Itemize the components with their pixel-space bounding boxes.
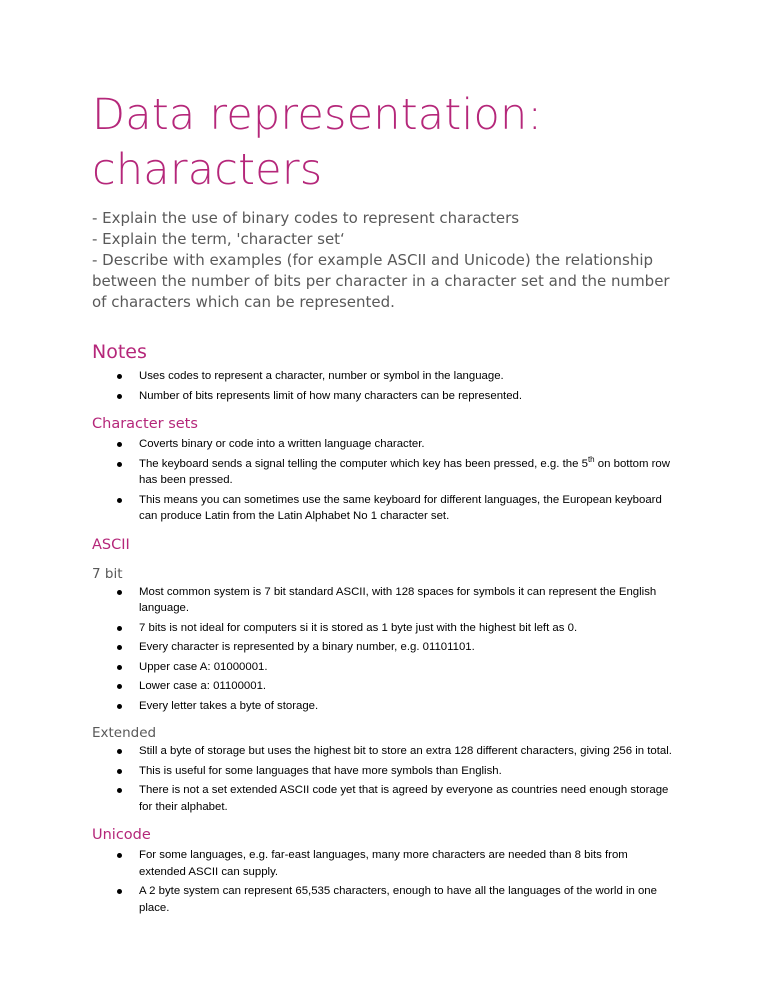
list-item: Most common system is 7 bit standard ASCII, with 128 spaces for symbols it can represent the English language. <box>139 584 680 617</box>
list-item: Uses codes to represent a character, number or symbol in the language. <box>139 368 680 385</box>
document-page <box>92 88 680 919</box>
learning-objectives <box>92 208 680 313</box>
list-item-text: The keyboard sends a signal telling the computer which key has been pressed, e.g. the 5 <box>139 457 588 470</box>
superscript: th <box>587 454 595 464</box>
objective-line: - Describe with examples (for example ASCII and Unicode) the relationship between the number of bits per character in a character set and the number of characters which can be represented. <box>92 251 670 311</box>
list-item: Every character is represented by a binary number, e.g. 01101101. <box>139 639 680 656</box>
list-item: This means you can sometimes use the same keyboard for different languages, the European keyboard can produce Latin from the Latin Alphabet No 1 character set. <box>139 492 680 525</box>
list-item: 7 bits is not ideal for computers si it is stored as 1 byte just with the highest bit left as 0. <box>139 620 680 637</box>
notes-list <box>92 368 680 404</box>
list-item: For some languages, e.g. far-east languages, many more characters are needed than 8 bits from extended ASCII can supply. <box>139 847 680 880</box>
list-item: This is useful for some languages that have more symbols than English. <box>139 763 680 780</box>
list-item: Coverts binary or code into a written language character. <box>139 436 680 453</box>
unicode-heading: Unicode <box>92 827 151 843</box>
ascii-heading: ASCII <box>92 536 130 553</box>
extended-heading: Extended <box>92 725 157 741</box>
character-sets-heading: Character sets <box>92 416 198 432</box>
list-item: Still a byte of storage but uses the highest bit to store an extra 128 different characters, giving 256 in total. <box>139 743 680 760</box>
list-item <box>139 456 680 489</box>
list-item: Lower case a: 01100001. <box>139 678 680 695</box>
list-item: A 2 byte system can represent 65,535 characters, enough to have all the languages of the world in one place. <box>139 883 680 916</box>
page-title: Data representation: characters <box>92 90 543 195</box>
list-item: Every letter takes a byte of storage. <box>139 698 680 715</box>
list-item: Upper case A: 01000001. <box>139 659 680 676</box>
extended-list <box>92 743 680 815</box>
seven-bit-heading: 7 bit <box>92 565 123 582</box>
objective-line: - Explain the use of binary codes to represent characters <box>92 209 520 227</box>
character-sets-list <box>92 436 680 525</box>
list-item: There is not a set extended ASCII code yet that is agreed by everyone as countries need enough storage for their alphabet. <box>139 782 680 815</box>
unicode-list <box>92 847 680 916</box>
list-item: Number of bits represents limit of how many characters can be represented. <box>139 388 680 405</box>
notes-heading: Notes <box>92 341 147 363</box>
seven-bit-list <box>92 584 680 715</box>
objective-line: - Explain the term, 'character set‘ <box>92 230 345 248</box>
list-item-text: on bottom row has been pressed. <box>139 457 670 486</box>
